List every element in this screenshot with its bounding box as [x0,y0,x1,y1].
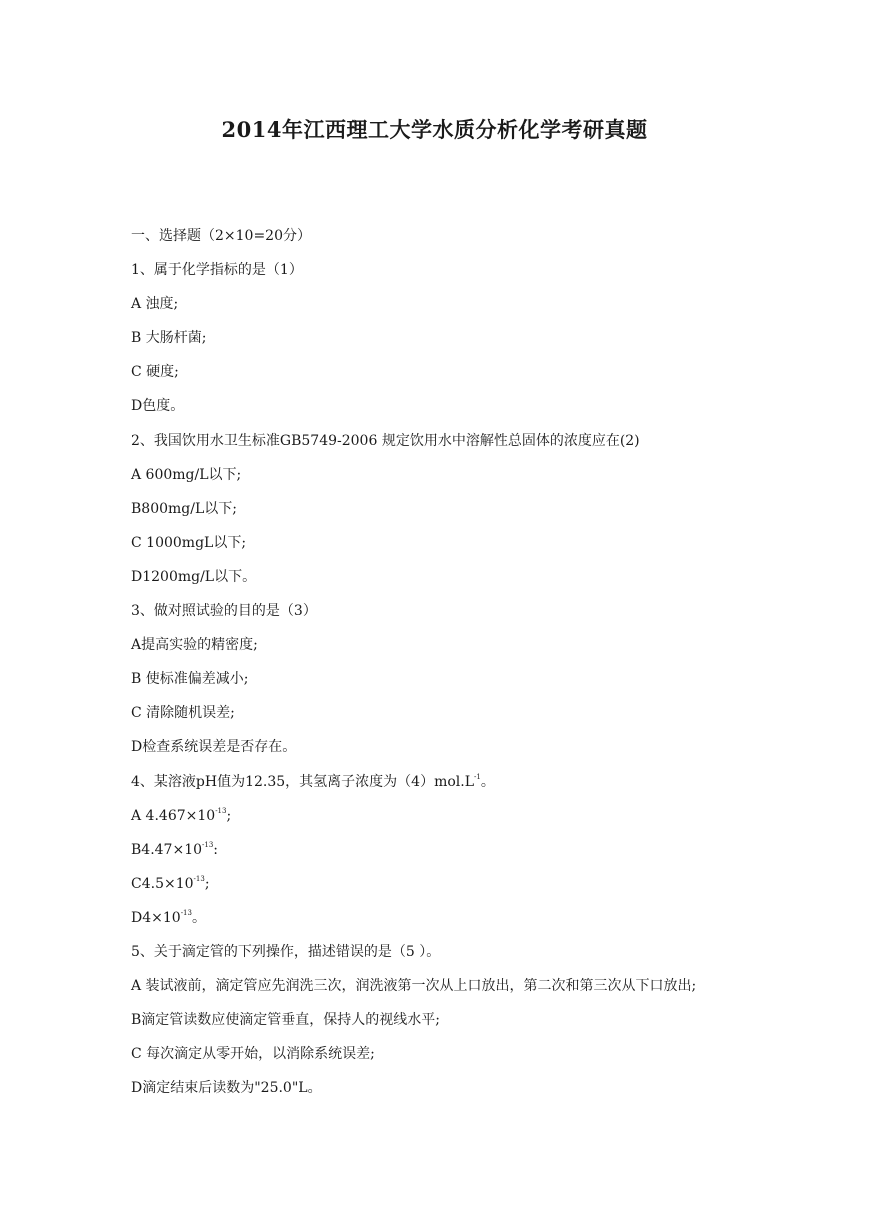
option-4b-base: B4.47×10 [131,841,203,858]
option-4c-base: C4.5×10 [131,875,194,892]
option-4d-suffix: 。 [191,909,206,926]
question-4-stem: 4、某溶液pH值为12.35，其氢离子浓度为（4）mol.L [131,773,474,790]
question-4-suffix: 。 [480,773,495,790]
option-2c: C 1000mgL以下; [131,534,247,551]
exam-body [131,224,851,1110]
option-5a: A 装试液前，滴定管应先润洗三次，润洗液第一次从上口放出，第二次和第三次从下口放出; [131,978,697,995]
question-4 [131,770,851,804]
option-1a: A 浊度; [131,296,179,313]
option-4b [131,838,851,872]
option-2a: A 600mg/L以下; [131,466,242,483]
question-5: 5、关于滴定管的下列操作，描述错误的是（5 ）。 [131,943,441,960]
question-3: 3、做对照试验的目的是（3） [131,603,317,620]
option-4d-exponent: -13 [180,908,192,917]
option-3c: C 清除随机误差; [131,705,235,722]
option-4a-base: A 4.467×10 [131,807,216,824]
option-4c [131,872,851,906]
option-1d: D色度。 [131,398,185,415]
option-4b-suffix: : [213,841,219,858]
question-1: 1、属于化学指标的是（1） [131,262,303,279]
option-4b-exponent: -13 [202,840,214,849]
option-2b: B800mg/L以下; [131,500,237,517]
option-1b: B 大肠杆菌; [131,330,207,347]
option-4a-suffix: ; [226,807,232,824]
option-2d: D1200mg/L以下。 [131,568,257,585]
option-5d: D滴定结束后读数为"25.0"L。 [131,1080,322,1097]
option-1c: C 硬度; [131,364,179,381]
option-5b: B滴定管读数应使滴定管垂直，保持人的视线水平; [131,1012,441,1029]
question-2: 2、我国饮用水卫生标准GB5749-2006 规定饮用水中溶解性总固体的浓度应在(2) [131,432,640,449]
question-4-exponent: -1 [474,772,481,781]
option-4a [131,804,851,838]
option-4d [131,906,851,940]
option-5c: C 每次滴定从零开始，以消除系统误差; [131,1046,375,1063]
section-heading: 一、选择题（2×10=20分） [131,228,311,244]
option-3b: B 使标准偏差减小; [131,671,249,688]
option-4d-base: D4×10 [131,909,181,926]
option-4c-suffix: ; [204,875,210,892]
page-title: 2014年江西理工大学水质分析化学考研真题 [221,117,648,142]
option-4c-exponent: -13 [193,874,205,883]
option-3a: A提高实验的精密度; [131,637,258,654]
option-3d: D检查系统误差是否存在。 [131,739,297,756]
option-4a-exponent: -13 [215,806,227,815]
